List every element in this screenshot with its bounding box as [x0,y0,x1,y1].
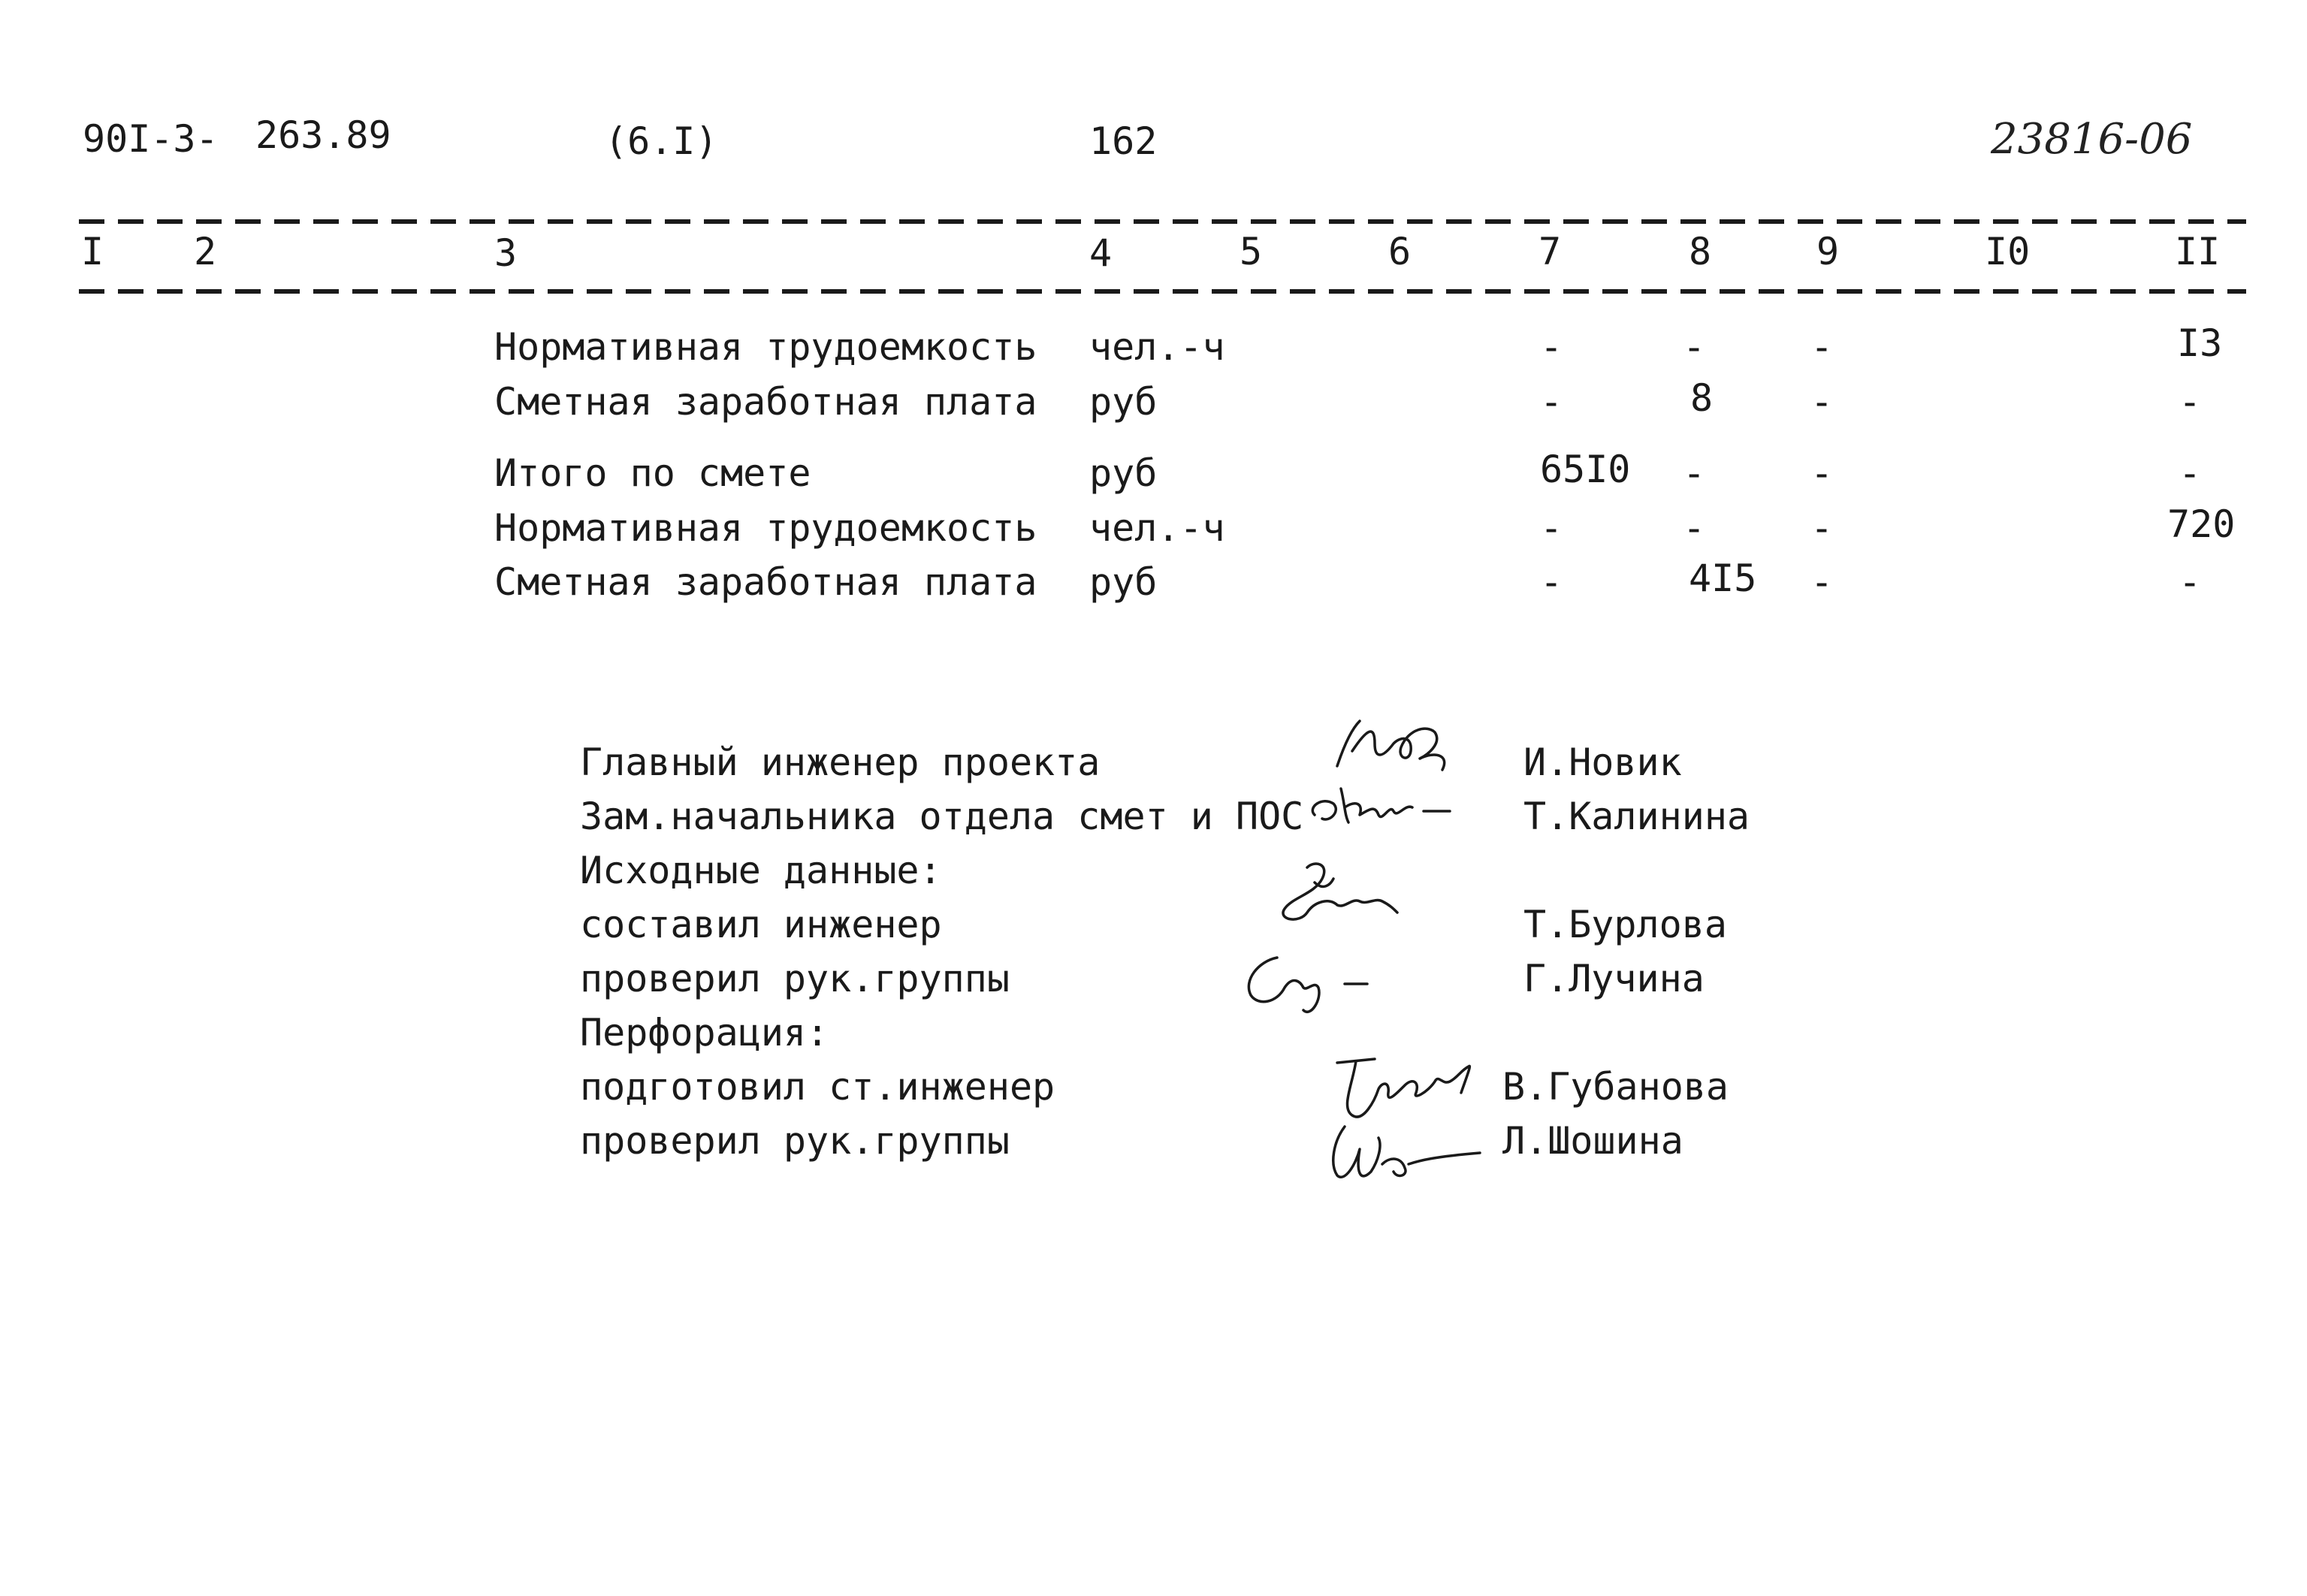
signature-shoshina [1315,1119,1495,1202]
col-header-9: 9 [1816,230,1840,273]
row-2-unit: руб [1089,380,1158,424]
sign-name-kalinina: Т.Калинина [1523,795,1750,838]
row-3-name: Итого по смете [494,451,811,495]
row-3-col7: 65I0 [1540,448,1631,491]
col-header-4: 4 [1089,231,1113,275]
series-code: 90I-3- [83,117,219,161]
row-5-col8: 4I5 [1689,557,1757,600]
col-header-11: II [2175,230,2221,273]
sign-role-checked-by-2: проверил рук.группы [580,1119,1010,1163]
sign-name-luchina: Г.Лучина [1523,957,1705,1000]
inventory-number: 23816-06 [1991,115,2193,164]
sign-name-burlova: Т.Бурлова [1523,903,1727,946]
row-3-col8: - [1683,451,1706,495]
row-2-col8: 8 [1690,376,1714,420]
header-rule-top [79,219,2246,224]
section-code: (6.I) [605,119,718,163]
row-1-col11: I3 [2177,321,2223,365]
row-4-col11: 720 [2167,502,2236,546]
row-4-col8: - [1683,506,1706,550]
row-5-name: Сметная заработная плата [494,560,1037,604]
row-1-col8: - [1683,325,1706,369]
row-4-col7: - [1540,506,1563,550]
sign-role-chief-engineer: Главный инженер проекта [580,741,1101,784]
row-3-col9: - [1810,451,1834,495]
sign-section-source-data: Исходные данные: [580,849,942,892]
sign-section-perforation: Перфорация: [580,1011,829,1054]
sign-name-novik: И.Новик [1523,741,1682,784]
col-header-6: 6 [1388,230,1412,273]
col-header-8: 8 [1689,230,1712,273]
row-2-col11: - [2179,380,2202,424]
row-2-col9: - [1810,380,1834,424]
sign-role-compiled-by: составил инженер [580,903,942,946]
signature-gubanova [1322,1048,1495,1130]
signature-novik [1322,714,1465,781]
row-1-name: Нормативная трудоемкость [494,325,1037,369]
row-1-unit: чел.-ч [1089,325,1225,369]
signature-luchina [1232,946,1382,1029]
signature-kalinina [1300,781,1480,834]
col-header-3: 3 [494,231,518,275]
row-2-name: Сметная заработная плата [494,380,1037,424]
col-header-5: 5 [1240,230,1263,273]
header-rule-bottom [79,289,2246,294]
sign-role-deputy-head: Зам.начальника отдела смет и ПОС [580,795,1304,838]
row-4-unit: чел.-ч [1089,506,1225,550]
sign-role-checked-by-1: проверил рук.группы [580,957,1010,1000]
sign-role-prepared-by: подготовил ст.инженер [580,1065,1055,1109]
sign-name-gubanova: В.Губанова [1502,1065,1729,1109]
row-4-name: Нормативная трудоемкость [494,506,1037,550]
page-number: 162 [1089,119,1158,163]
row-1-col9: - [1810,325,1834,369]
col-header-2: 2 [194,230,217,273]
row-3-col11: - [2179,451,2202,495]
row-1-col7: - [1540,325,1563,369]
row-5-col11: - [2179,560,2202,604]
col-header-1: I [81,230,104,273]
row-3-unit: руб [1089,451,1158,495]
col-header-10: I0 [1985,230,2031,273]
row-5-unit: руб [1089,560,1158,604]
col-header-7: 7 [1539,230,1562,273]
row-2-col7: - [1540,380,1563,424]
sign-name-shoshina: Л.Шошина [1502,1119,1683,1163]
row-5-col7: - [1540,560,1563,604]
signature-burlova [1262,856,1412,939]
project-code: 263.89 [255,113,391,157]
row-5-col9: - [1810,560,1834,604]
row-4-col9: - [1810,506,1834,550]
